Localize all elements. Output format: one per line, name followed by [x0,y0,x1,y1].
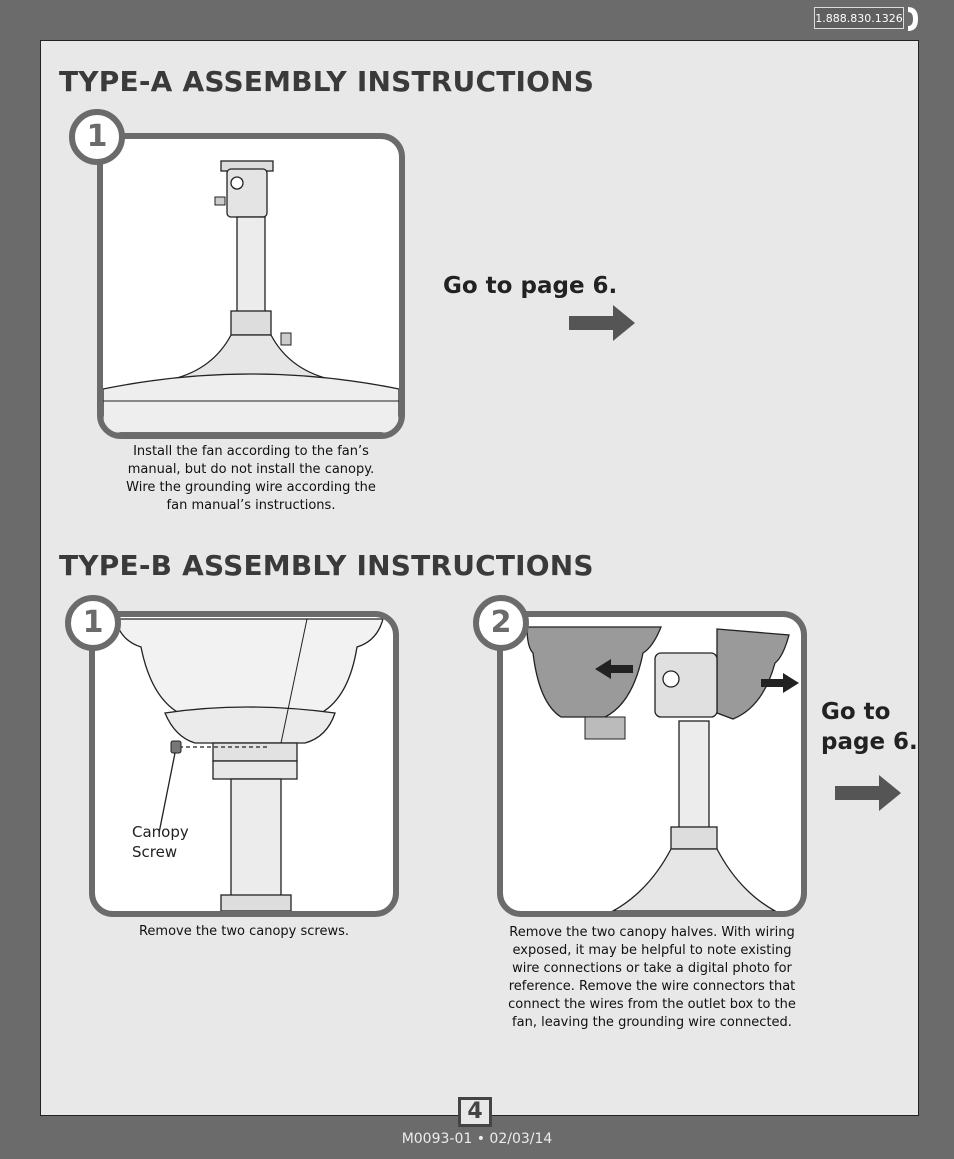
phone-number: 1.888.830.1326 [814,7,904,29]
type-b-go-to-page: Go to page 6. [821,699,918,755]
step-number-badge: 2 [473,595,529,651]
canopy-screw-label: Canopy Screw [132,823,189,861]
phone-handset-icon [904,5,920,33]
document-code: M0093-01 • 02/03/14 [401,1131,553,1147]
type-a-step1-caption: Install the fan according to the fan’s manual, but do not install the canopy. Wire the grounding wire according the fan manual’s instructions. [126,444,376,513]
type-a-go-to-page: Go to page 6. [443,273,618,299]
step-number-badge: 1 [65,595,121,651]
arrow-right-icon [567,303,637,343]
step-number-badge: 1 [69,109,125,165]
type-a-heading: TYPE-A ASSEMBLY INSTRUCTIONS [59,65,595,98]
instruction-panel [40,40,919,1116]
type-b-heading: TYPE-B ASSEMBLY INSTRUCTIONS [59,549,594,582]
type-b-step2-figure [497,611,807,917]
type-b-step2-caption: Remove the two canopy halves. With wiring exposed, it may be helpful to note existing wire connections or take a digital photo for reference. Remove the wire connectors that connect the wires from the outlet box to the fan, leaving the grounding wire connected. [508,925,796,1030]
page-number: 4 [458,1097,492,1127]
type-a-step1-figure [97,133,405,439]
type-b-step1-figure [89,611,399,917]
arrow-right-icon [833,773,903,813]
type-b-step1-caption: Remove the two canopy screws. [138,924,350,939]
